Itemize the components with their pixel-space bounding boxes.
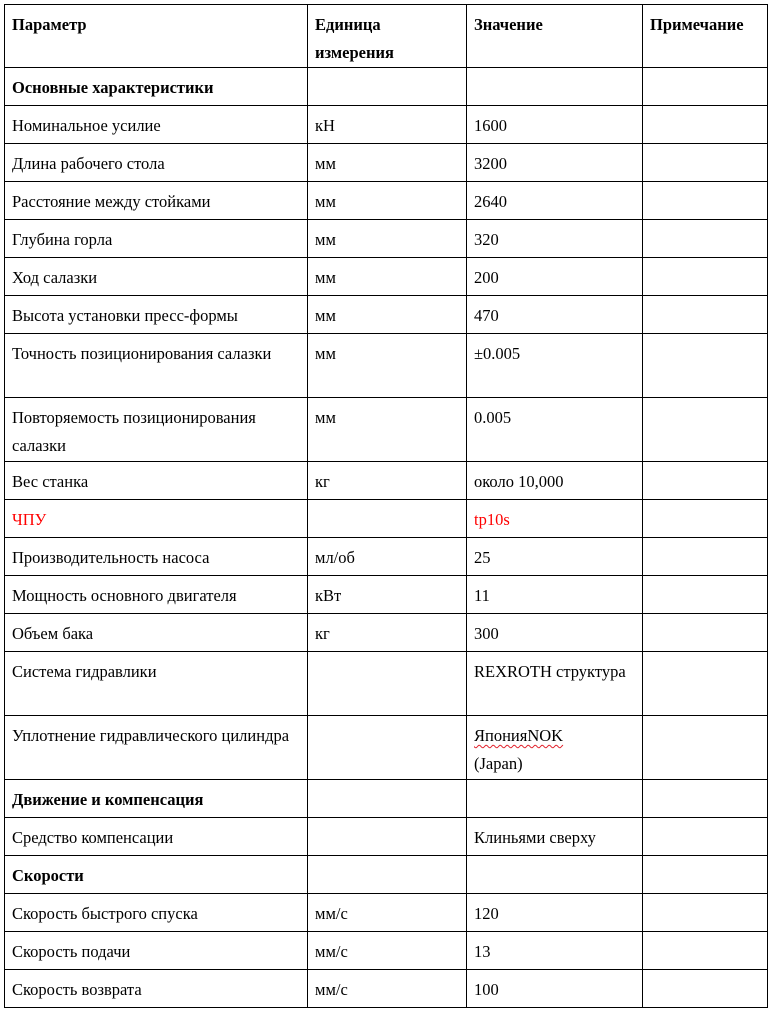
- value-cell: 13: [467, 932, 643, 970]
- table-row: [5, 334, 768, 398]
- param-cell: Скорость возврата: [5, 970, 308, 1008]
- unit-cell: [308, 716, 467, 780]
- table-row: [5, 296, 768, 334]
- note-cell: [643, 716, 768, 780]
- param-cell: Вес станка: [5, 462, 308, 500]
- unit-cell: мм/с: [308, 932, 467, 970]
- table-row: [5, 716, 768, 780]
- section-row-speeds: [5, 856, 768, 894]
- value-cell: 0.005: [467, 398, 643, 462]
- table-row: [5, 462, 768, 500]
- unit-cell: мм/с: [308, 894, 467, 932]
- note-cell: [643, 220, 768, 258]
- value-cell: 300: [467, 614, 643, 652]
- empty-cell: [467, 856, 643, 894]
- unit-cell: кг: [308, 614, 467, 652]
- unit-cell: мм: [308, 182, 467, 220]
- table-row: [5, 894, 768, 932]
- param-cell: Скорость подачи: [5, 932, 308, 970]
- note-cell: [643, 182, 768, 220]
- unit-cell: мм: [308, 398, 467, 462]
- value-cell: REXROTH структура: [467, 652, 643, 716]
- note-cell: [643, 462, 768, 500]
- header-param: Параметр: [5, 5, 308, 68]
- value-cell: 25: [467, 538, 643, 576]
- note-cell: [643, 500, 768, 538]
- note-cell: [643, 398, 768, 462]
- unit-cell: мм: [308, 334, 467, 398]
- param-cell: Система гидравлики: [5, 652, 308, 716]
- param-cell: Повторяемость позиционирования салазки: [5, 398, 308, 462]
- unit-cell: мм: [308, 296, 467, 334]
- value-cell: 200: [467, 258, 643, 296]
- header-value: Значение: [467, 5, 643, 68]
- unit-cell: [308, 818, 467, 856]
- value-cell: 3200: [467, 144, 643, 182]
- table-row-cnc: [5, 500, 768, 538]
- section-title: Движение и компенсация: [5, 780, 308, 818]
- unit-cell: мм: [308, 220, 467, 258]
- section-title: Основные характеристики: [5, 68, 308, 106]
- param-cell: Длина рабочего стола: [5, 144, 308, 182]
- note-cell: [643, 334, 768, 398]
- empty-cell: [643, 856, 768, 894]
- note-cell: [643, 614, 768, 652]
- table-row: [5, 144, 768, 182]
- empty-cell: [467, 780, 643, 818]
- param-cell: Ход салазки: [5, 258, 308, 296]
- table-row: [5, 576, 768, 614]
- value-cell: 320: [467, 220, 643, 258]
- table-row: [5, 970, 768, 1008]
- unit-cell: [308, 500, 467, 538]
- param-cell: Расстояние между стойками: [5, 182, 308, 220]
- spec-table-container: [4, 4, 768, 1008]
- note-cell: [643, 652, 768, 716]
- note-cell: [643, 970, 768, 1008]
- unit-cell: кг: [308, 462, 467, 500]
- value-cell: 1600: [467, 106, 643, 144]
- value-cell: [467, 716, 643, 780]
- unit-cell: мм: [308, 144, 467, 182]
- value-cell: 470: [467, 296, 643, 334]
- note-cell: [643, 932, 768, 970]
- value-cell: около 10,000: [467, 462, 643, 500]
- param-cell: Глубина горла: [5, 220, 308, 258]
- note-cell: [643, 258, 768, 296]
- note-cell: [643, 818, 768, 856]
- param-cell: Высота установки пресс-формы: [5, 296, 308, 334]
- param-cell: Мощность основного двигателя: [5, 576, 308, 614]
- table-row: [5, 538, 768, 576]
- empty-cell: [643, 68, 768, 106]
- table-row: [5, 932, 768, 970]
- param-cell: Средство компенсации: [5, 818, 308, 856]
- note-cell: [643, 894, 768, 932]
- table-row: [5, 614, 768, 652]
- table-header-row: [5, 5, 768, 68]
- table-row: [5, 182, 768, 220]
- table-row: [5, 652, 768, 716]
- note-cell: [643, 106, 768, 144]
- unit-cell: мл/об: [308, 538, 467, 576]
- table-row: [5, 220, 768, 258]
- note-cell: [643, 538, 768, 576]
- param-cell: Уплотнение гидравлического цилиндра: [5, 716, 308, 780]
- unit-cell: мм/с: [308, 970, 467, 1008]
- section-row-main: [5, 68, 768, 106]
- table-row: [5, 258, 768, 296]
- section-row-motion: [5, 780, 768, 818]
- unit-cell: мм: [308, 258, 467, 296]
- value-cell: 2640: [467, 182, 643, 220]
- unit-cell: кН: [308, 106, 467, 144]
- note-cell: [643, 576, 768, 614]
- unit-cell: кВт: [308, 576, 467, 614]
- value-cell: tp10s: [467, 500, 643, 538]
- unit-cell: [308, 652, 467, 716]
- table-row: [5, 106, 768, 144]
- note-cell: [643, 144, 768, 182]
- empty-cell: [308, 780, 467, 818]
- section-title: Скорости: [5, 856, 308, 894]
- header-note: Примечание: [643, 5, 768, 68]
- empty-cell: [467, 68, 643, 106]
- table-row: [5, 818, 768, 856]
- param-cell: Точность позиционирования салазки: [5, 334, 308, 398]
- value-cell: 11: [467, 576, 643, 614]
- param-cell: Скорость быстрого спуска: [5, 894, 308, 932]
- table-row: [5, 398, 768, 462]
- value-cell: 100: [467, 970, 643, 1008]
- spellcheck-flagged-text: ЯпонияNOK: [474, 726, 564, 745]
- value-cell: Клиньями сверху: [467, 818, 643, 856]
- value-cell: 120: [467, 894, 643, 932]
- value-subtext: (Japan): [474, 753, 523, 773]
- empty-cell: [308, 68, 467, 106]
- param-cell: Объем бака: [5, 614, 308, 652]
- value-cell: ±0.005: [467, 334, 643, 398]
- note-cell: [643, 296, 768, 334]
- empty-cell: [308, 856, 467, 894]
- spec-table: [4, 4, 768, 1008]
- param-cell: Номинальное усилие: [5, 106, 308, 144]
- param-cell: Производительность насоса: [5, 538, 308, 576]
- param-cell: ЧПУ: [5, 500, 308, 538]
- header-unit: Единица измерения: [308, 5, 467, 68]
- empty-cell: [643, 780, 768, 818]
